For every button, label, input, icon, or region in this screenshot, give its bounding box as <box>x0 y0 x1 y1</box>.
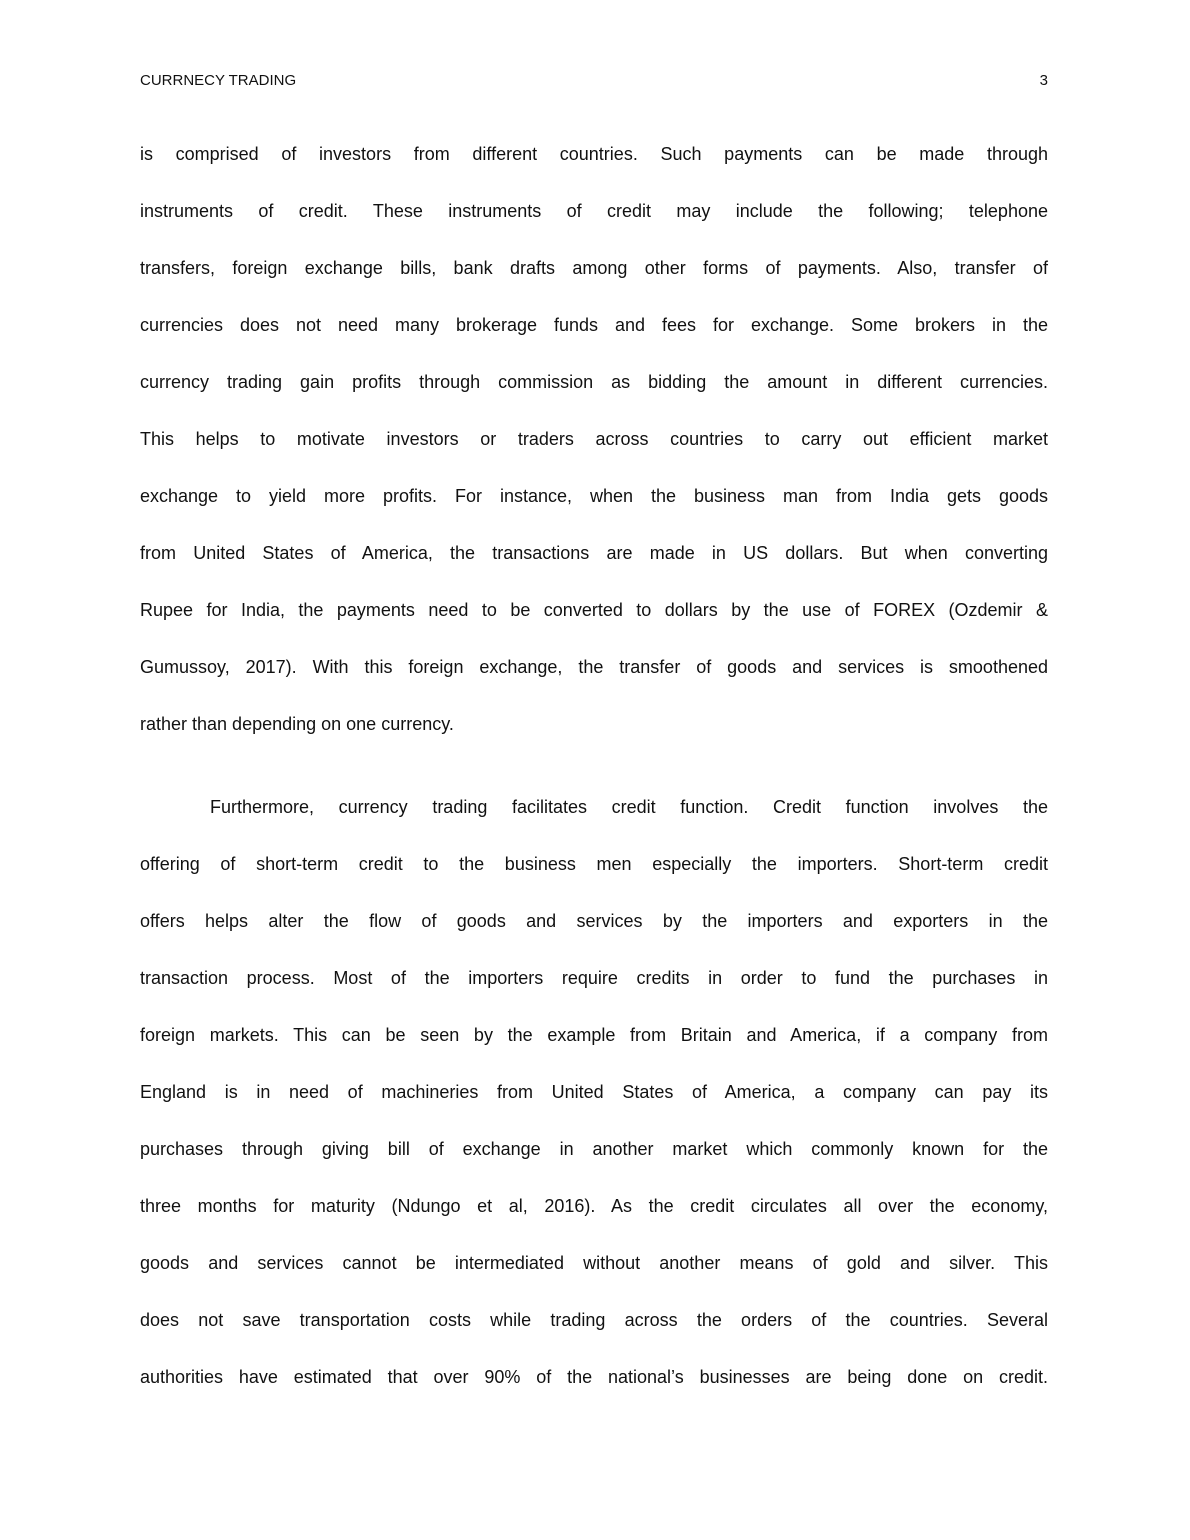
text-line: Furthermore, currency trading facilitates credit function. Credit function involves the <box>210 797 1048 817</box>
text-line: currencies does not need many brokerage funds and fees for exchange. Some brokers in the <box>140 315 1048 335</box>
paragraph-1 <box>140 126 1048 753</box>
text-line: currency trading gain profits through commission as bidding the amount in different currencies. <box>140 372 1048 392</box>
paragraph-2 <box>140 779 1048 1406</box>
text-line: purchases through giving bill of exchange in another market which commonly known for the <box>140 1139 1048 1159</box>
text-line: Rupee for India, the payments need to be converted to dollars by the use of FOREX (Ozdemir & <box>140 600 1048 620</box>
text-line: does not save transportation costs while trading across the orders of the countries. Several <box>140 1310 1048 1330</box>
page-number: 3 <box>1039 72 1048 89</box>
text-line: Gumussoy, 2017). With this foreign exchange, the transfer of goods and services is smoothened <box>140 657 1048 677</box>
text-line: three months for maturity (Ndungo et al, 2016). As the credit circulates all over the economy, <box>140 1196 1048 1216</box>
text-line: transaction process. Most of the importers require credits in order to fund the purchases in <box>140 968 1048 988</box>
text-line: offers helps alter the flow of goods and services by the importers and exporters in the <box>140 911 1048 931</box>
text-line: rather than depending on one currency. <box>140 714 454 734</box>
text-line: instruments of credit. These instruments of credit may include the following; telephone <box>140 201 1048 221</box>
text-line: foreign markets. This can be seen by the example from Britain and America, if a company from <box>140 1025 1048 1045</box>
text-line: transfers, foreign exchange bills, bank drafts among other forms of payments. Also, transfer of <box>140 258 1048 278</box>
text-line: authorities have estimated that over 90% of the national’s businesses are being done on credit. <box>140 1367 1048 1387</box>
running-header-title: CURRNECY TRADING <box>140 72 297 89</box>
text-line: from United States of America, the transactions are made in US dollars. But when converting <box>140 543 1048 563</box>
text-line: offering of short-term credit to the business men especially the importers. Short-term credit <box>140 854 1048 874</box>
text-line: is comprised of investors from different countries. Such payments can be made through <box>140 144 1048 164</box>
text-line: goods and services cannot be intermediated without another means of gold and silver. This <box>140 1253 1048 1273</box>
text-line: This helps to motivate investors or traders across countries to carry out efficient market <box>140 429 1048 449</box>
text-line: exchange to yield more profits. For instance, when the business man from India gets goods <box>140 486 1048 506</box>
text-line: England is in need of machineries from United States of America, a company can pay its <box>140 1082 1048 1102</box>
